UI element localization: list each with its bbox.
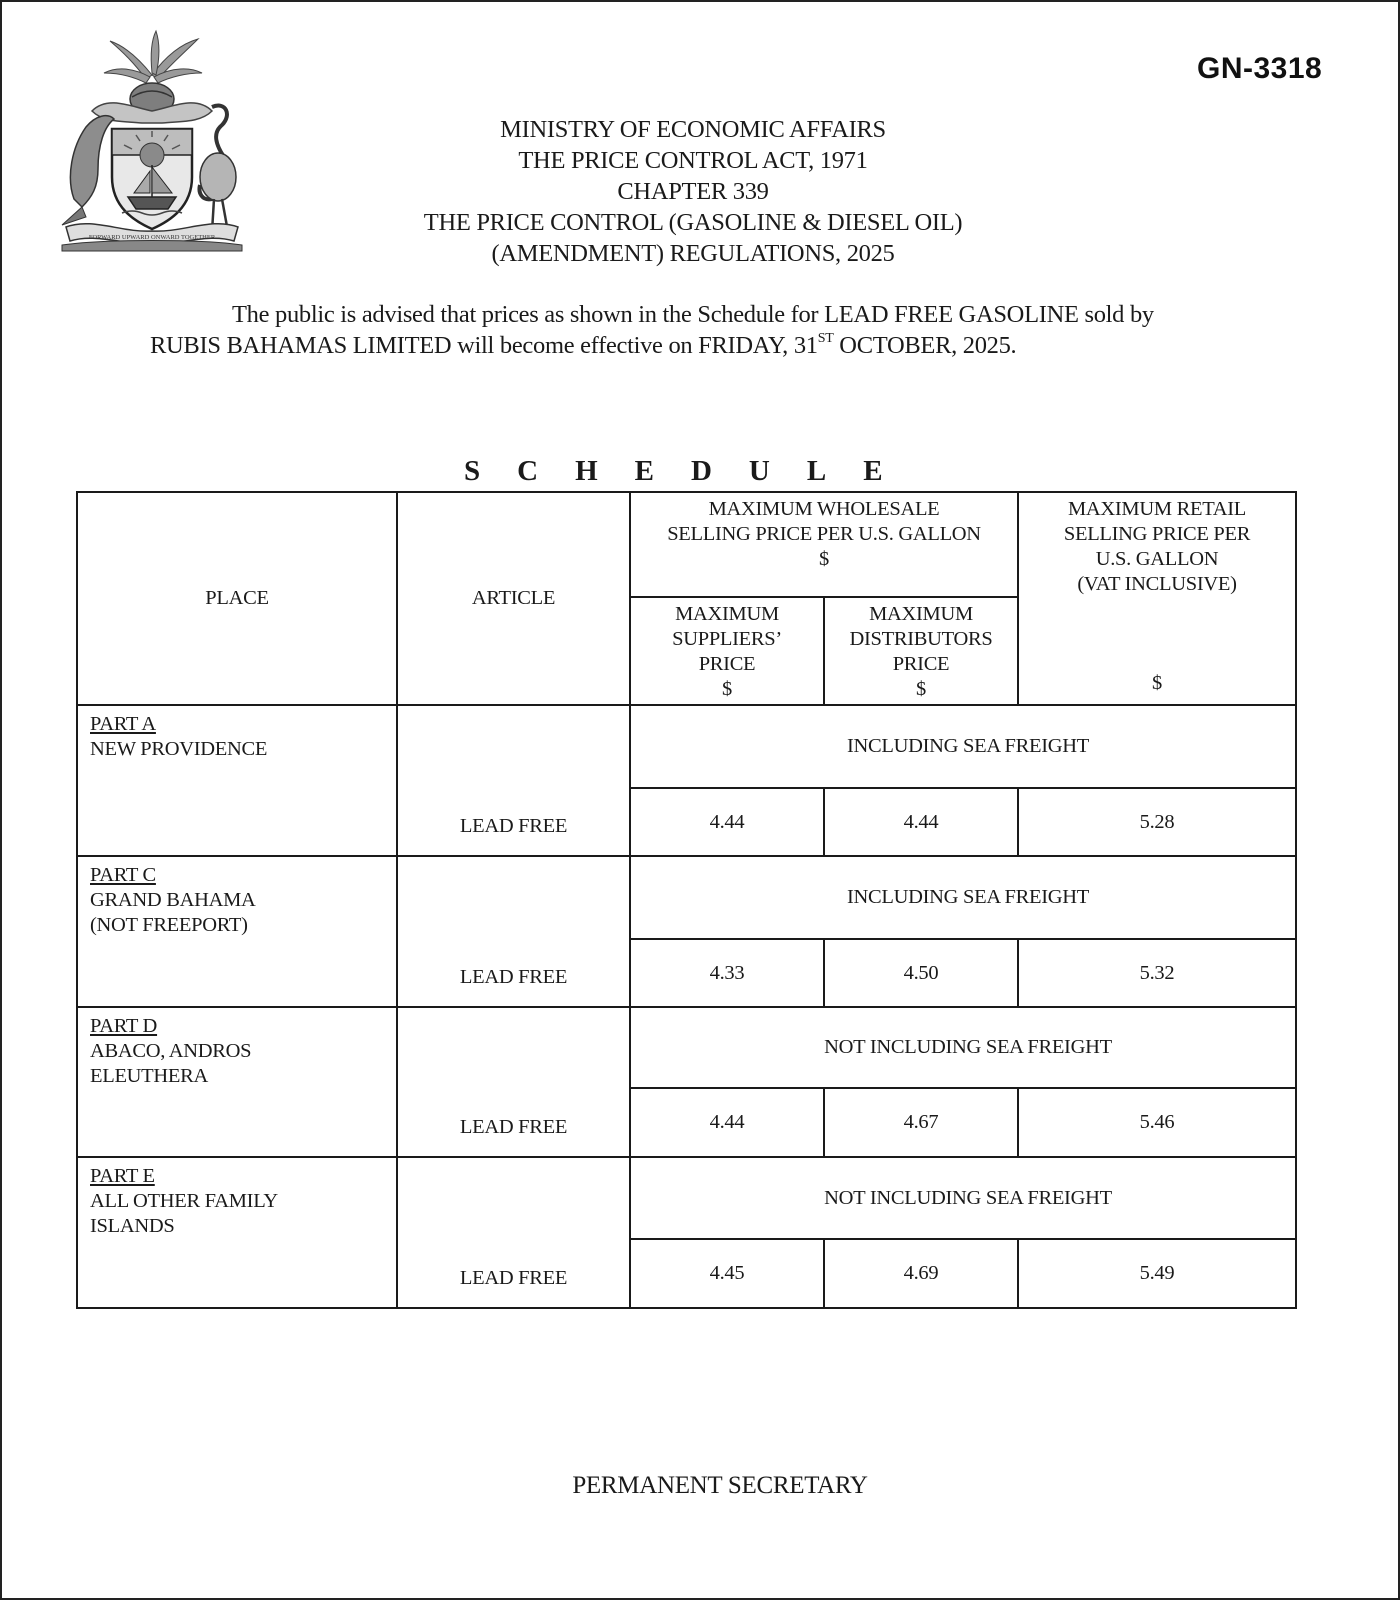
header-place: PLACE [77,492,397,705]
distributors-price-value: 4.44 [824,788,1018,856]
place-name: ALL OTHER FAMILY [90,1190,278,1212]
place-cell [77,1007,397,1157]
gazette-number: GN-3318 [1197,52,1323,85]
article-cell: LEAD FREE [397,1157,630,1308]
coat-of-arms-emblem [52,27,252,252]
suppliers-line1: MAXIMUM [675,603,779,625]
public-notice-paragraph [150,299,1220,361]
freight-note: NOT INCLUDING SEA FREIGHT [630,1007,1296,1088]
place-name-line2: ELEUTHERA [90,1065,208,1087]
wholesale-currency: $ [819,548,829,570]
table-row [77,1007,1296,1088]
suppliers-price-value: 4.44 [630,1088,824,1157]
retail-price-value: 5.49 [1018,1239,1296,1308]
emblem-motto: FORWARD UPWARD ONWARD TOGETHER [88,234,216,241]
regulation-subtitle: (AMENDMENT) REGULATIONS, 2025 [491,240,895,267]
table-row [77,856,1296,939]
suppliers-price-value: 4.33 [630,939,824,1007]
article-cell: LEAD FREE [397,1007,630,1157]
wholesale-line1: MAXIMUM WHOLESALE [708,498,940,520]
distributors-line1: MAXIMUM [869,603,973,625]
retail-line4: (VAT INCLUSIVE) [1077,573,1237,595]
suppliers-line3: PRICE [698,653,756,675]
table-row [77,705,1296,788]
retail-line1: MAXIMUM RETAIL [1067,498,1247,520]
distributors-line3: PRICE [892,653,950,675]
place-name-line2: (NOT FREEPORT) [90,914,248,936]
retail-currency: $ [1152,672,1162,694]
retail-price-value: 5.32 [1018,939,1296,1007]
suppliers-price-value: 4.44 [630,788,824,856]
article-cell: LEAD FREE [397,856,630,1007]
place-name: NEW PROVIDENCE [90,738,268,760]
act-title: THE PRICE CONTROL ACT, 1971 [518,147,868,174]
retail-line2: SELLING PRICE PER [1063,523,1251,545]
distributors-price-value: 4.67 [824,1088,1018,1157]
wholesale-line2: SELLING PRICE PER U.S. GALLON [667,523,981,545]
place-cell [77,705,397,856]
part-label: PART C [90,864,156,886]
notice-text-end: OCTOBER, 2025. [833,332,1017,359]
article-cell: LEAD FREE [397,705,630,856]
notice-text: The public is advised that prices as shown in the Schedule for LEAD FREE GASOLINE sold by RUBIS BAHAMAS LIMITED will become effective on FRIDAY, 31 [150,301,1154,359]
distributors-price-value: 4.69 [824,1239,1018,1308]
retail-price-value: 5.46 [1018,1088,1296,1157]
place-cell [77,1157,397,1308]
document-heading [302,114,1084,269]
part-label: PART E [90,1165,155,1187]
retail-price-value: 5.28 [1018,788,1296,856]
freight-note: INCLUDING SEA FREIGHT [630,856,1296,939]
header-retail [1018,492,1296,705]
header-distributors-price [824,597,1018,705]
header-suppliers-price [630,597,824,705]
suppliers-price-value: 4.45 [630,1239,824,1308]
chapter-number: CHAPTER 339 [617,178,769,205]
freight-note: INCLUDING SEA FREIGHT [630,705,1296,788]
distributors-currency: $ [916,678,926,700]
freight-note: NOT INCLUDING SEA FREIGHT [630,1157,1296,1239]
ministry-name: MINISTRY OF ECONOMIC AFFAIRS [500,116,886,143]
schedule-title: SCHEDULE [464,455,920,487]
suppliers-line2: SUPPLIERS’ [672,628,782,650]
place-name: GRAND BAHAMA [90,889,256,911]
distributors-line2: DISTRIBUTORS [849,628,993,650]
header-article: ARTICLE [397,492,630,705]
header-wholesale-group [630,492,1018,597]
place-cell [77,856,397,1007]
price-schedule-table [76,491,1297,1309]
place-name-line2: ISLANDS [90,1215,175,1237]
table-row [77,1157,1296,1239]
part-label: PART A [90,713,156,735]
part-label: PART D [90,1015,158,1037]
retail-line3: U.S. GALLON [1095,548,1219,570]
notice-date-suffix: ST [817,331,834,346]
permanent-secretary-signature: PERMANENT SECRETARY [572,1472,868,1499]
regulation-title: THE PRICE CONTROL (GASOLINE & DIESEL OIL) [423,209,963,236]
distributors-price-value: 4.50 [824,939,1018,1007]
place-name: ABACO, ANDROS [90,1040,252,1062]
suppliers-currency: $ [722,678,732,700]
